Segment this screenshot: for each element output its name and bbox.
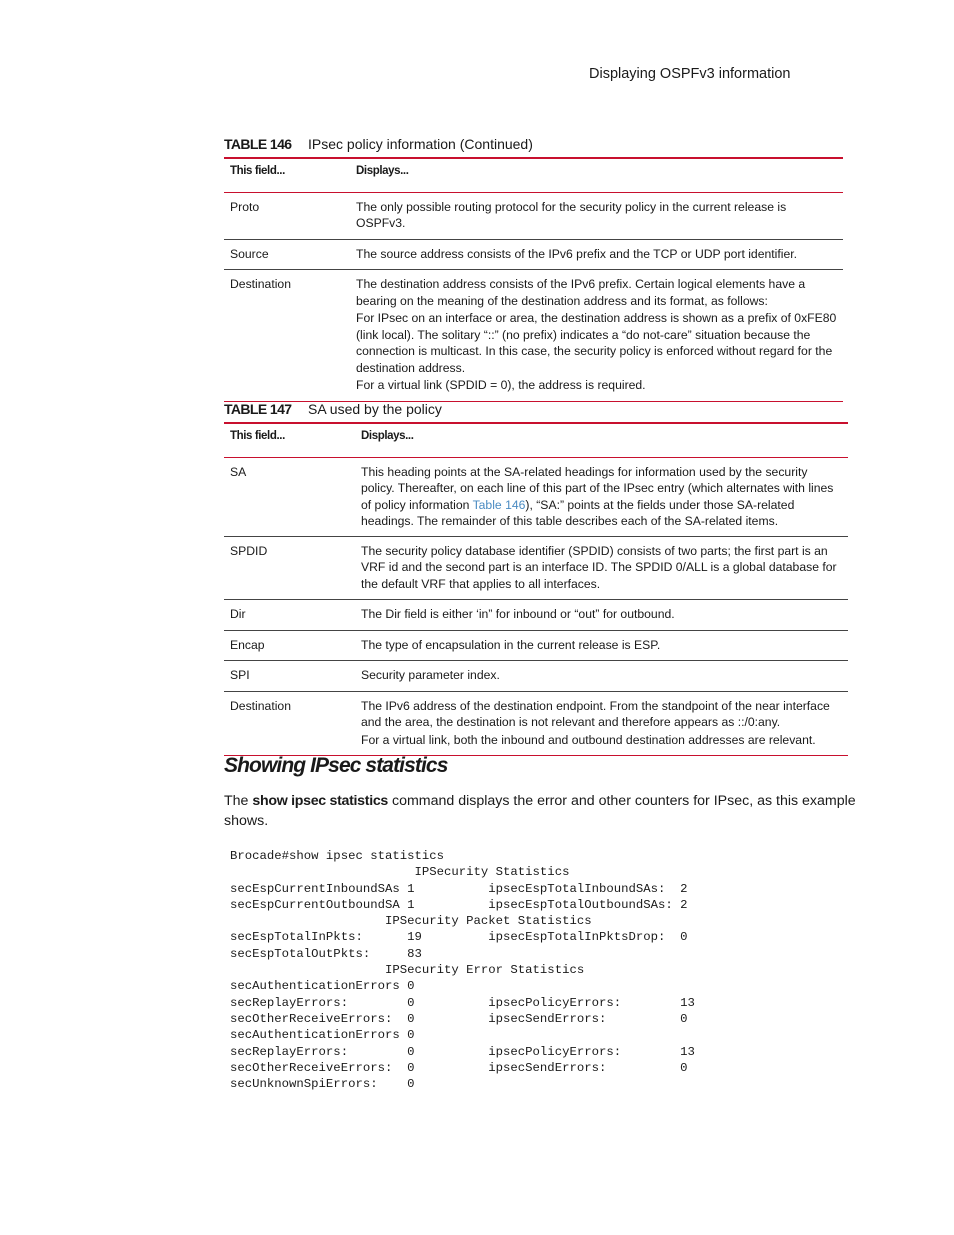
description-paragraph: The destination address consists of the IPv6 prefix. Certain logical elements have a bearing on the meaning of the destination address and its format, as follows:: [356, 277, 806, 308]
cli-line: IPSecurity Statistics: [230, 865, 570, 880]
field-description: [355, 691, 848, 756]
field-description: [355, 630, 848, 661]
table-row: [224, 691, 848, 756]
field-name: SA: [224, 457, 355, 536]
description-paragraph: For IPsec on an interface or area, the destination address is shown as a prefix of 0xFE80 (link local). The solitary “::” (no prefix) indicates a “do not-care” situation because the connection is multicast. In this case, the security policy is enforced without regard for the destination address.: [356, 311, 837, 375]
intro-command: show ipsec statistics: [252, 793, 389, 809]
intro-before: The: [224, 793, 253, 809]
field-name: SPDID: [224, 536, 355, 600]
field-name: Source: [224, 239, 350, 270]
description-paragraph: The IPv6 address of the destination endpoint. From the standpoint of the near interface and the area, the destination is not relevant and therefore appears as ::/0:any.: [361, 698, 830, 729]
cli-line: secOtherReceiveErrors: 0 ipsecSendErrors: 0: [230, 1060, 688, 1075]
description-paragraph: The security policy database identifier (SPDID) consists of two parts; the first part is an VRF id and the second part is an interface ID. The SPDID 0/ALL is a global database for the default VRF that applies to all interfaces.: [361, 543, 837, 591]
table-row: [224, 192, 843, 239]
table-147: [224, 422, 848, 756]
table-146: [224, 157, 843, 402]
description-paragraph: Security parameter index.: [361, 668, 500, 682]
cli-line: secReplayErrors: 0 ipsecPolicyErrors: 13: [230, 1044, 695, 1059]
table-147-header-displays: Displays...: [355, 423, 848, 457]
table-row: [224, 536, 848, 600]
intro-after: command displays the error and other counters for IPsec, as this example shows.: [224, 793, 856, 829]
table-row: [224, 457, 848, 536]
table-146-number: TABLE 146: [224, 136, 292, 152]
cli-line: IPSecurity Error Statistics: [230, 963, 585, 978]
table-146-title: IPsec policy information (Continued): [308, 136, 533, 152]
field-description: [355, 536, 848, 600]
table-row: [224, 630, 848, 661]
section-heading: Showing IPsec statistics: [224, 754, 448, 777]
table-146-header-displays: Displays...: [350, 158, 843, 192]
cli-line: secUnknownSpiErrors: 0: [230, 1077, 415, 1092]
table-146-caption: [224, 136, 533, 152]
table-row: [224, 270, 843, 402]
cli-line: secAuthenticationErrors 0: [230, 1028, 415, 1043]
table-147-header-field: This field...: [224, 423, 355, 457]
description-paragraph: The source address consists of the IPv6 prefix and the TCP or UDP port identifier.: [356, 246, 798, 261]
table-146-body: [224, 192, 843, 401]
field-name: Destination: [224, 691, 355, 756]
field-description: [355, 661, 848, 692]
field-name: Destination: [224, 270, 350, 402]
sa-desc-before: This heading points at the SA-related headings for information used by the security policy. Thereafter, on each line of this part of the IPsec entry (which alternates with lines of policy information: [361, 464, 834, 512]
table-147-title: SA used by the policy: [308, 401, 442, 417]
cli-line: secOtherReceiveErrors: 0 ipsecSendErrors: 0: [230, 1011, 688, 1026]
description-paragraph: The only possible routing protocol for the security policy in the current release is OSPFv3.: [356, 199, 787, 230]
running-header: Displaying OSPFv3 information: [589, 66, 791, 82]
table-row: [224, 239, 843, 270]
field-description: [350, 192, 843, 239]
field-description: [355, 457, 848, 536]
cli-line: secEspTotalOutPkts: 83: [230, 946, 422, 961]
field-description: [355, 600, 848, 631]
sa-desc-after: ), “SA:” points at the fields under those SA-related headings. The remainder of this table describes each of the SA-related items.: [361, 497, 795, 528]
table-147-caption: [224, 401, 442, 417]
cli-line: secEspCurrentInboundSAs 1 ipsecEspTotalInboundSAs: 2: [230, 881, 688, 896]
field-name: Dir: [224, 600, 355, 631]
field-name: Proto: [224, 192, 350, 239]
cli-line: IPSecurity Packet Statistics: [230, 914, 592, 929]
cli-line: secEspCurrentOutboundSA 1 ipsecEspTotalOutboundSAs: 2: [230, 897, 688, 912]
section-intro: [224, 792, 874, 831]
cli-line: Brocade#show ipsec statistics: [230, 849, 445, 863]
cli-output: [230, 848, 695, 1092]
field-description: [350, 239, 843, 270]
field-name: Encap: [224, 630, 355, 661]
table-147-number: TABLE 147: [224, 401, 292, 417]
field-name: SPI: [224, 661, 355, 692]
description-paragraph: For a virtual link, both the inbound and outbound destination addresses are relevant.: [361, 732, 816, 747]
description-paragraph: The Dir field is either ‘in” for inbound or “out” for outbound.: [361, 607, 675, 621]
table-147-body: [224, 457, 848, 756]
table-146-header-field: This field...: [224, 158, 350, 192]
description-paragraph: For a virtual link (SPDID = 0), the address is required.: [356, 378, 646, 392]
cli-line: secEspTotalInPkts: 19 ipsecEspTotalInPktsDrop: 0: [230, 930, 688, 945]
table-row: [224, 600, 848, 631]
cli-line: secAuthenticationErrors 0: [230, 979, 415, 994]
field-description: [350, 270, 843, 402]
cli-line: secReplayErrors: 0 ipsecPolicyErrors: 13: [230, 995, 695, 1010]
description-paragraph: The type of encapsulation in the current release is ESP.: [361, 637, 661, 652]
table-146-link[interactable]: Table 146: [472, 497, 526, 512]
table-row: [224, 661, 848, 692]
